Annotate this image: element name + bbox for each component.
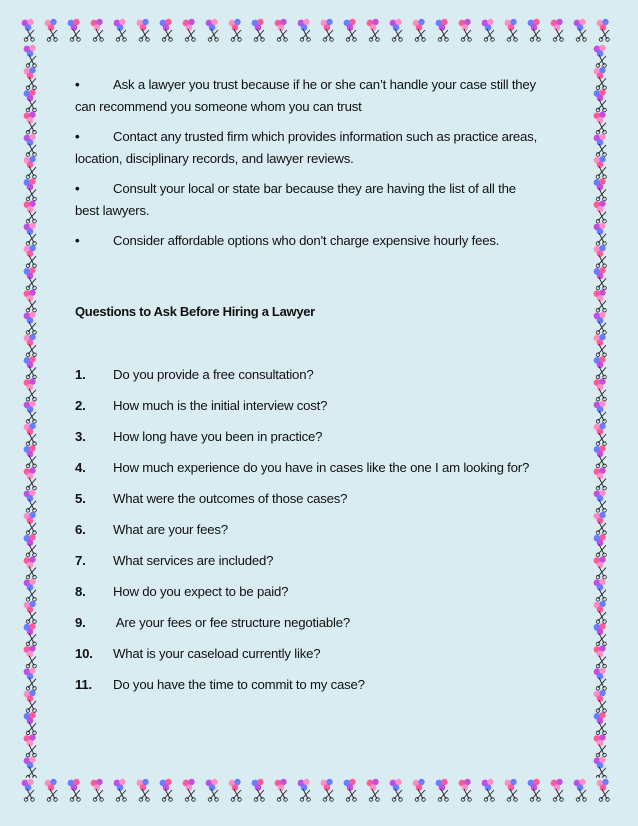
border-top [20, 18, 618, 46]
question-number: 5. [75, 491, 86, 506]
balloon-scissors-icon [114, 779, 127, 802]
question-text: What were the outcomes of those cases? [113, 491, 348, 506]
balloon-scissors-icon [24, 601, 37, 624]
balloon-scissors-icon [24, 134, 37, 156]
balloon-border [20, 778, 618, 806]
balloon-scissors-icon [594, 601, 607, 624]
balloon-scissors-icon [594, 490, 607, 513]
balloon-scissors-icon [160, 779, 173, 802]
bullet-item [75, 74, 575, 118]
balloon-scissors-icon [344, 779, 357, 802]
balloon-scissors-icon [459, 19, 472, 42]
balloon-scissors-icon [24, 668, 37, 691]
balloon-scissors-icon [367, 779, 380, 802]
balloon-scissors-icon [594, 623, 607, 646]
bullet-text-line2: can recommend you someone whom you can trust [75, 99, 362, 114]
question-text: How do you expect to be paid? [113, 584, 289, 599]
balloon-scissors-icon [594, 267, 607, 290]
balloon-scissors-icon [321, 19, 334, 42]
balloon-scissors-icon [45, 779, 58, 802]
balloon-scissors-icon [91, 19, 104, 42]
border-left [22, 44, 44, 778]
question-text: How long have you been in practice? [113, 429, 323, 444]
question-item [75, 396, 575, 427]
balloon-scissors-icon [594, 200, 607, 223]
balloon-scissors-icon [24, 579, 37, 602]
balloon-scissors-icon [413, 779, 426, 802]
balloon-scissors-icon [459, 779, 472, 802]
balloon-scissors-icon [482, 19, 495, 42]
balloon-scissors-icon [275, 779, 288, 802]
bullet-text-line2: best lawyers. [75, 203, 150, 218]
question-item [75, 613, 575, 644]
question-list [75, 365, 575, 706]
balloon-scissors-icon [24, 534, 37, 557]
balloon-scissors-icon [594, 134, 607, 156]
question-item [75, 582, 575, 613]
document-body [75, 74, 575, 706]
bullet-text-line1: Ask a lawyer you trust because if he or she can’t handle your case still they [113, 77, 536, 92]
question-item [75, 427, 575, 458]
balloon-scissors-icon [594, 556, 607, 579]
balloon-scissors-icon [505, 19, 518, 42]
question-number: 10. [75, 646, 93, 661]
balloon-scissors-icon [594, 690, 607, 713]
balloon-scissors-icon [24, 267, 37, 290]
balloon-scissors-icon [436, 19, 449, 42]
balloon-scissors-icon [24, 89, 37, 111]
question-text: How much is the initial interview cost? [113, 398, 328, 413]
balloon-scissors-icon [594, 423, 607, 446]
balloon-scissors-icon [528, 19, 541, 42]
balloon-scissors-icon [206, 779, 219, 802]
balloon-scissors-icon [594, 712, 607, 735]
balloon-scissors-icon [594, 445, 607, 468]
question-text: What are your fees? [113, 522, 228, 537]
balloon-scissors-icon [594, 512, 607, 535]
balloon-scissors-icon [594, 45, 607, 68]
border-right [592, 44, 614, 778]
balloon-scissors-icon [229, 779, 242, 802]
balloon-scissors-icon [24, 312, 37, 335]
balloon-scissors-icon [24, 423, 37, 446]
balloon-scissors-icon [551, 779, 564, 802]
balloon-scissors-icon [22, 779, 35, 802]
bullet-text-line1: Consider affordable options who don't charge expensive hourly fees. [113, 233, 500, 248]
question-text: What services are included? [113, 553, 274, 568]
question-item [75, 489, 575, 520]
balloon-scissors-icon [505, 779, 518, 802]
balloon-scissors-icon [24, 556, 37, 579]
question-number: 11. [75, 677, 93, 692]
balloon-scissors-icon [206, 19, 219, 42]
balloon-scissors-icon [22, 19, 35, 42]
balloon-scissors-icon [24, 490, 37, 513]
border-bottom [20, 778, 618, 806]
balloon-scissors-icon [252, 779, 265, 802]
balloon-scissors-icon [482, 779, 495, 802]
question-item [75, 644, 575, 675]
balloon-scissors-icon [24, 712, 37, 735]
balloon-scissors-icon [594, 67, 607, 90]
balloon-scissors-icon [594, 734, 607, 757]
balloon-scissors-icon [594, 89, 607, 111]
balloon-scissors-icon [594, 467, 607, 490]
question-number: 2. [75, 398, 86, 413]
balloon-scissors-icon [594, 645, 607, 668]
balloon-scissors-icon [594, 334, 607, 357]
balloon-scissors-icon [528, 779, 541, 802]
balloon-scissors-icon [574, 19, 587, 42]
balloon-scissors-icon [45, 19, 58, 42]
bullet-item [75, 230, 575, 252]
question-text: Do you provide a free consultation? [113, 367, 314, 382]
bullet-item [75, 126, 575, 170]
balloon-scissors-icon [229, 19, 242, 42]
balloon-border [22, 44, 44, 778]
question-item [75, 675, 575, 706]
balloon-scissors-icon [594, 156, 607, 179]
question-number: 1. [75, 367, 86, 382]
balloon-border [592, 44, 614, 778]
balloon-scissors-icon [594, 401, 607, 424]
balloon-scissors-icon [24, 223, 37, 246]
balloon-scissors-icon [594, 223, 607, 246]
bullet-marker: • [75, 129, 80, 144]
balloon-scissors-icon [298, 19, 311, 42]
bullet-text-line1: Consult your local or state bar because they are having the list of all the [113, 181, 516, 196]
balloon-scissors-icon [24, 645, 37, 668]
balloon-scissors-icon [413, 19, 426, 42]
balloon-scissors-icon [24, 289, 37, 312]
balloon-scissors-icon [183, 779, 196, 802]
balloon-scissors-icon [367, 19, 380, 42]
balloon-scissors-icon [114, 19, 127, 42]
balloon-scissors-icon [597, 779, 610, 802]
balloon-scissors-icon [137, 19, 150, 42]
bullet-text-line2: location, disciplinary records, and lawyer reviews. [75, 151, 354, 166]
balloon-scissors-icon [321, 779, 334, 802]
balloon-scissors-icon [24, 734, 37, 757]
balloon-scissors-icon [594, 378, 607, 401]
balloon-scissors-icon [436, 779, 449, 802]
balloon-scissors-icon [390, 779, 403, 802]
balloon-scissors-icon [24, 45, 37, 68]
question-number: 3. [75, 429, 86, 444]
balloon-scissors-icon [68, 19, 81, 42]
question-text: How much experience do you have in cases like the one I am looking for? [113, 460, 530, 475]
balloon-scissors-icon [594, 289, 607, 312]
balloon-scissors-icon [24, 356, 37, 379]
balloon-scissors-icon [68, 779, 81, 802]
bullet-list [75, 74, 575, 252]
balloon-scissors-icon [594, 757, 607, 778]
balloon-scissors-icon [344, 19, 357, 42]
balloon-scissors-icon [24, 401, 37, 424]
balloon-scissors-icon [390, 19, 403, 42]
question-item [75, 551, 575, 582]
balloon-scissors-icon [183, 19, 196, 42]
balloon-scissors-icon [24, 623, 37, 646]
question-text: What is your caseload currently like? [113, 646, 321, 661]
balloon-scissors-icon [24, 178, 37, 201]
question-text: Do you have the time to commit to my case? [113, 677, 365, 692]
balloon-scissors-icon [24, 467, 37, 490]
balloon-scissors-icon [137, 779, 150, 802]
balloon-scissors-icon [594, 356, 607, 379]
balloon-scissors-icon [24, 757, 37, 778]
question-item [75, 458, 575, 489]
question-number: 8. [75, 584, 86, 599]
balloon-scissors-icon [24, 245, 37, 267]
question-number: 4. [75, 460, 86, 475]
balloon-scissors-icon [298, 779, 311, 802]
question-number: 6. [75, 522, 86, 537]
bullet-marker: • [75, 77, 80, 92]
bullet-marker: • [75, 233, 80, 248]
balloon-scissors-icon [91, 779, 104, 802]
balloon-scissors-icon [594, 668, 607, 691]
balloon-border [20, 18, 618, 46]
question-number: 9. [75, 615, 86, 630]
balloon-scissors-icon [24, 690, 37, 713]
balloon-scissors-icon [594, 245, 607, 267]
balloon-scissors-icon [597, 19, 610, 42]
balloon-scissors-icon [594, 178, 607, 201]
balloon-scissors-icon [594, 312, 607, 335]
question-item [75, 365, 575, 396]
balloon-scissors-icon [24, 112, 37, 134]
balloon-scissors-icon [551, 19, 564, 42]
balloon-scissors-icon [594, 579, 607, 602]
balloon-scissors-icon [24, 512, 37, 535]
balloon-scissors-icon [24, 334, 37, 357]
balloon-scissors-icon [24, 200, 37, 223]
bullet-item [75, 178, 575, 222]
balloon-scissors-icon [594, 534, 607, 557]
question-text: Are your fees or fee structure negotiable? [113, 615, 350, 630]
section-heading: Questions to Ask Before Hiring a Lawyer [75, 304, 315, 319]
question-number: 7. [75, 553, 86, 568]
balloon-scissors-icon [160, 19, 173, 42]
balloon-scissors-icon [594, 112, 607, 134]
bullet-text-line1: Contact any trusted firm which provides information such as practice areas, [113, 129, 538, 144]
balloon-scissors-icon [275, 19, 288, 42]
balloon-scissors-icon [24, 378, 37, 401]
balloon-scissors-icon [574, 779, 587, 802]
balloon-scissors-icon [24, 67, 37, 90]
bullet-marker: • [75, 181, 80, 196]
question-item [75, 520, 575, 551]
balloon-scissors-icon [24, 445, 37, 468]
balloon-scissors-icon [252, 19, 265, 42]
balloon-scissors-icon [24, 156, 37, 179]
